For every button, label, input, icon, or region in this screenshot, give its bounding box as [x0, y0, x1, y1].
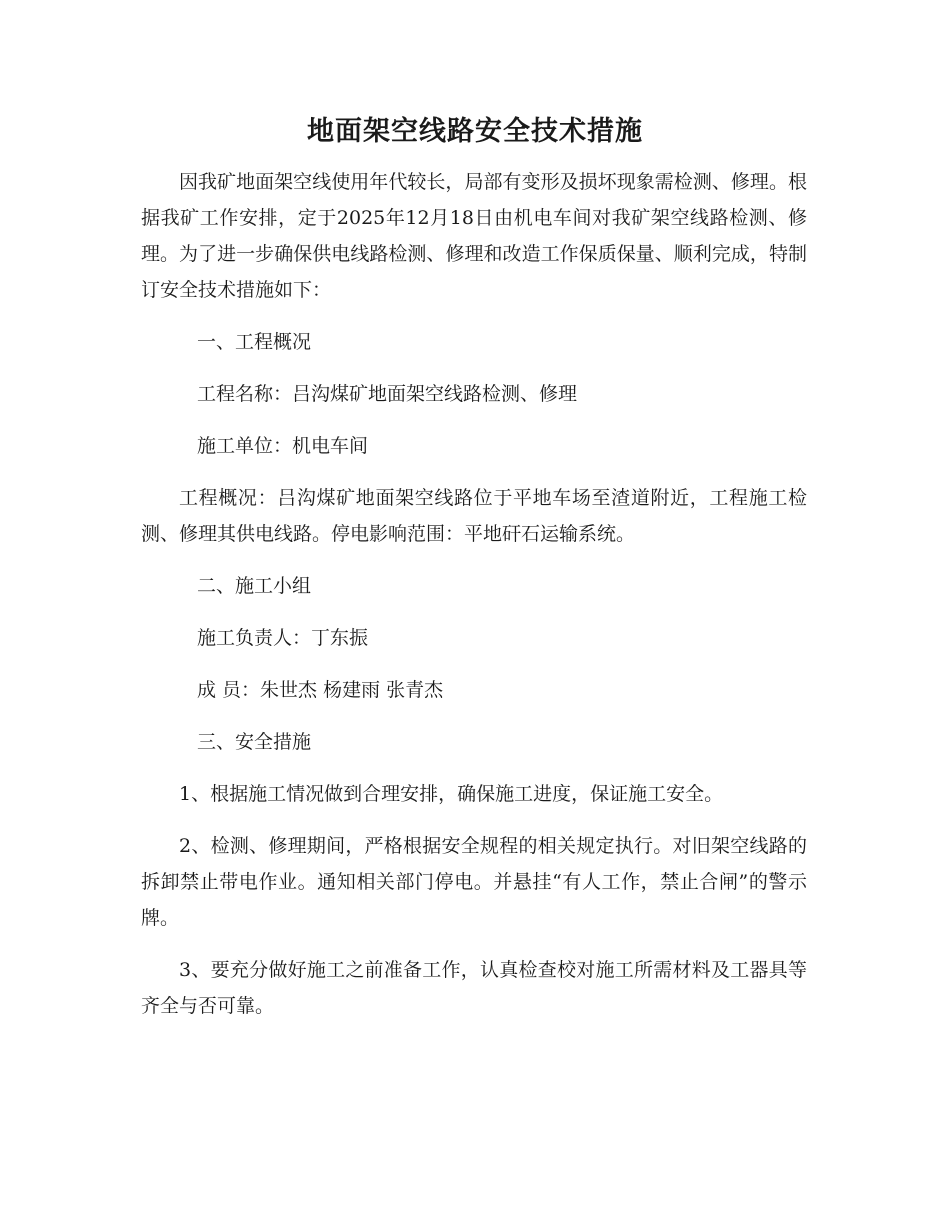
section-heading-construction-team: 二、施工小组	[197, 575, 312, 597]
project-name: 工程名称：吕沟煤矿地面架空线路检测、修理	[197, 383, 578, 405]
intro-paragraph: 因我矿地面架空线使用年代较长，局部有变形及损坏现象需检测、修理。根据我矿工作安排，定于2025年12月18日由机电车间对我矿架空线路检测、修理。为了进一步确保供电线路检测、修理和改造工作保质保量、顺利完成，特制订安全技术措施如下：	[141, 171, 807, 301]
document-title: 地面架空线路安全技术措施	[307, 116, 643, 147]
section-heading-project-overview: 一、工程概况	[197, 331, 312, 353]
safety-measure-item: 1、根据施工情况做到合理安排，确保施工进度，保证施工安全。	[179, 783, 724, 805]
team-members: 成 员：朱世杰 杨建雨 张青杰	[197, 679, 444, 701]
section-heading-safety-measures: 三、安全措施	[197, 731, 312, 753]
document-body	[141, 164, 807, 1024]
project-overview-text: 工程概况：吕沟煤矿地面架空线路位于平地车场至渣道附近，工程施工检测、修理其供电线路。停电影响范围：平地矸石运输系统。	[141, 487, 807, 545]
construction-unit: 施工单位：机电车间	[197, 435, 369, 457]
team-leader: 施工负责人：丁东振	[197, 627, 369, 649]
safety-measure-item: 3、要充分做好施工之前准备工作，认真检查校对施工所需材料及工器具等齐全与否可靠。	[141, 959, 807, 1017]
safety-measure-item: 2、检测、修理期间，严格根据安全规程的相关规定执行。对旧架空线路的拆卸禁止带电作业。通知相关部门停电。并悬挂“有人工作，禁止合闸”的警示牌。	[141, 835, 807, 929]
